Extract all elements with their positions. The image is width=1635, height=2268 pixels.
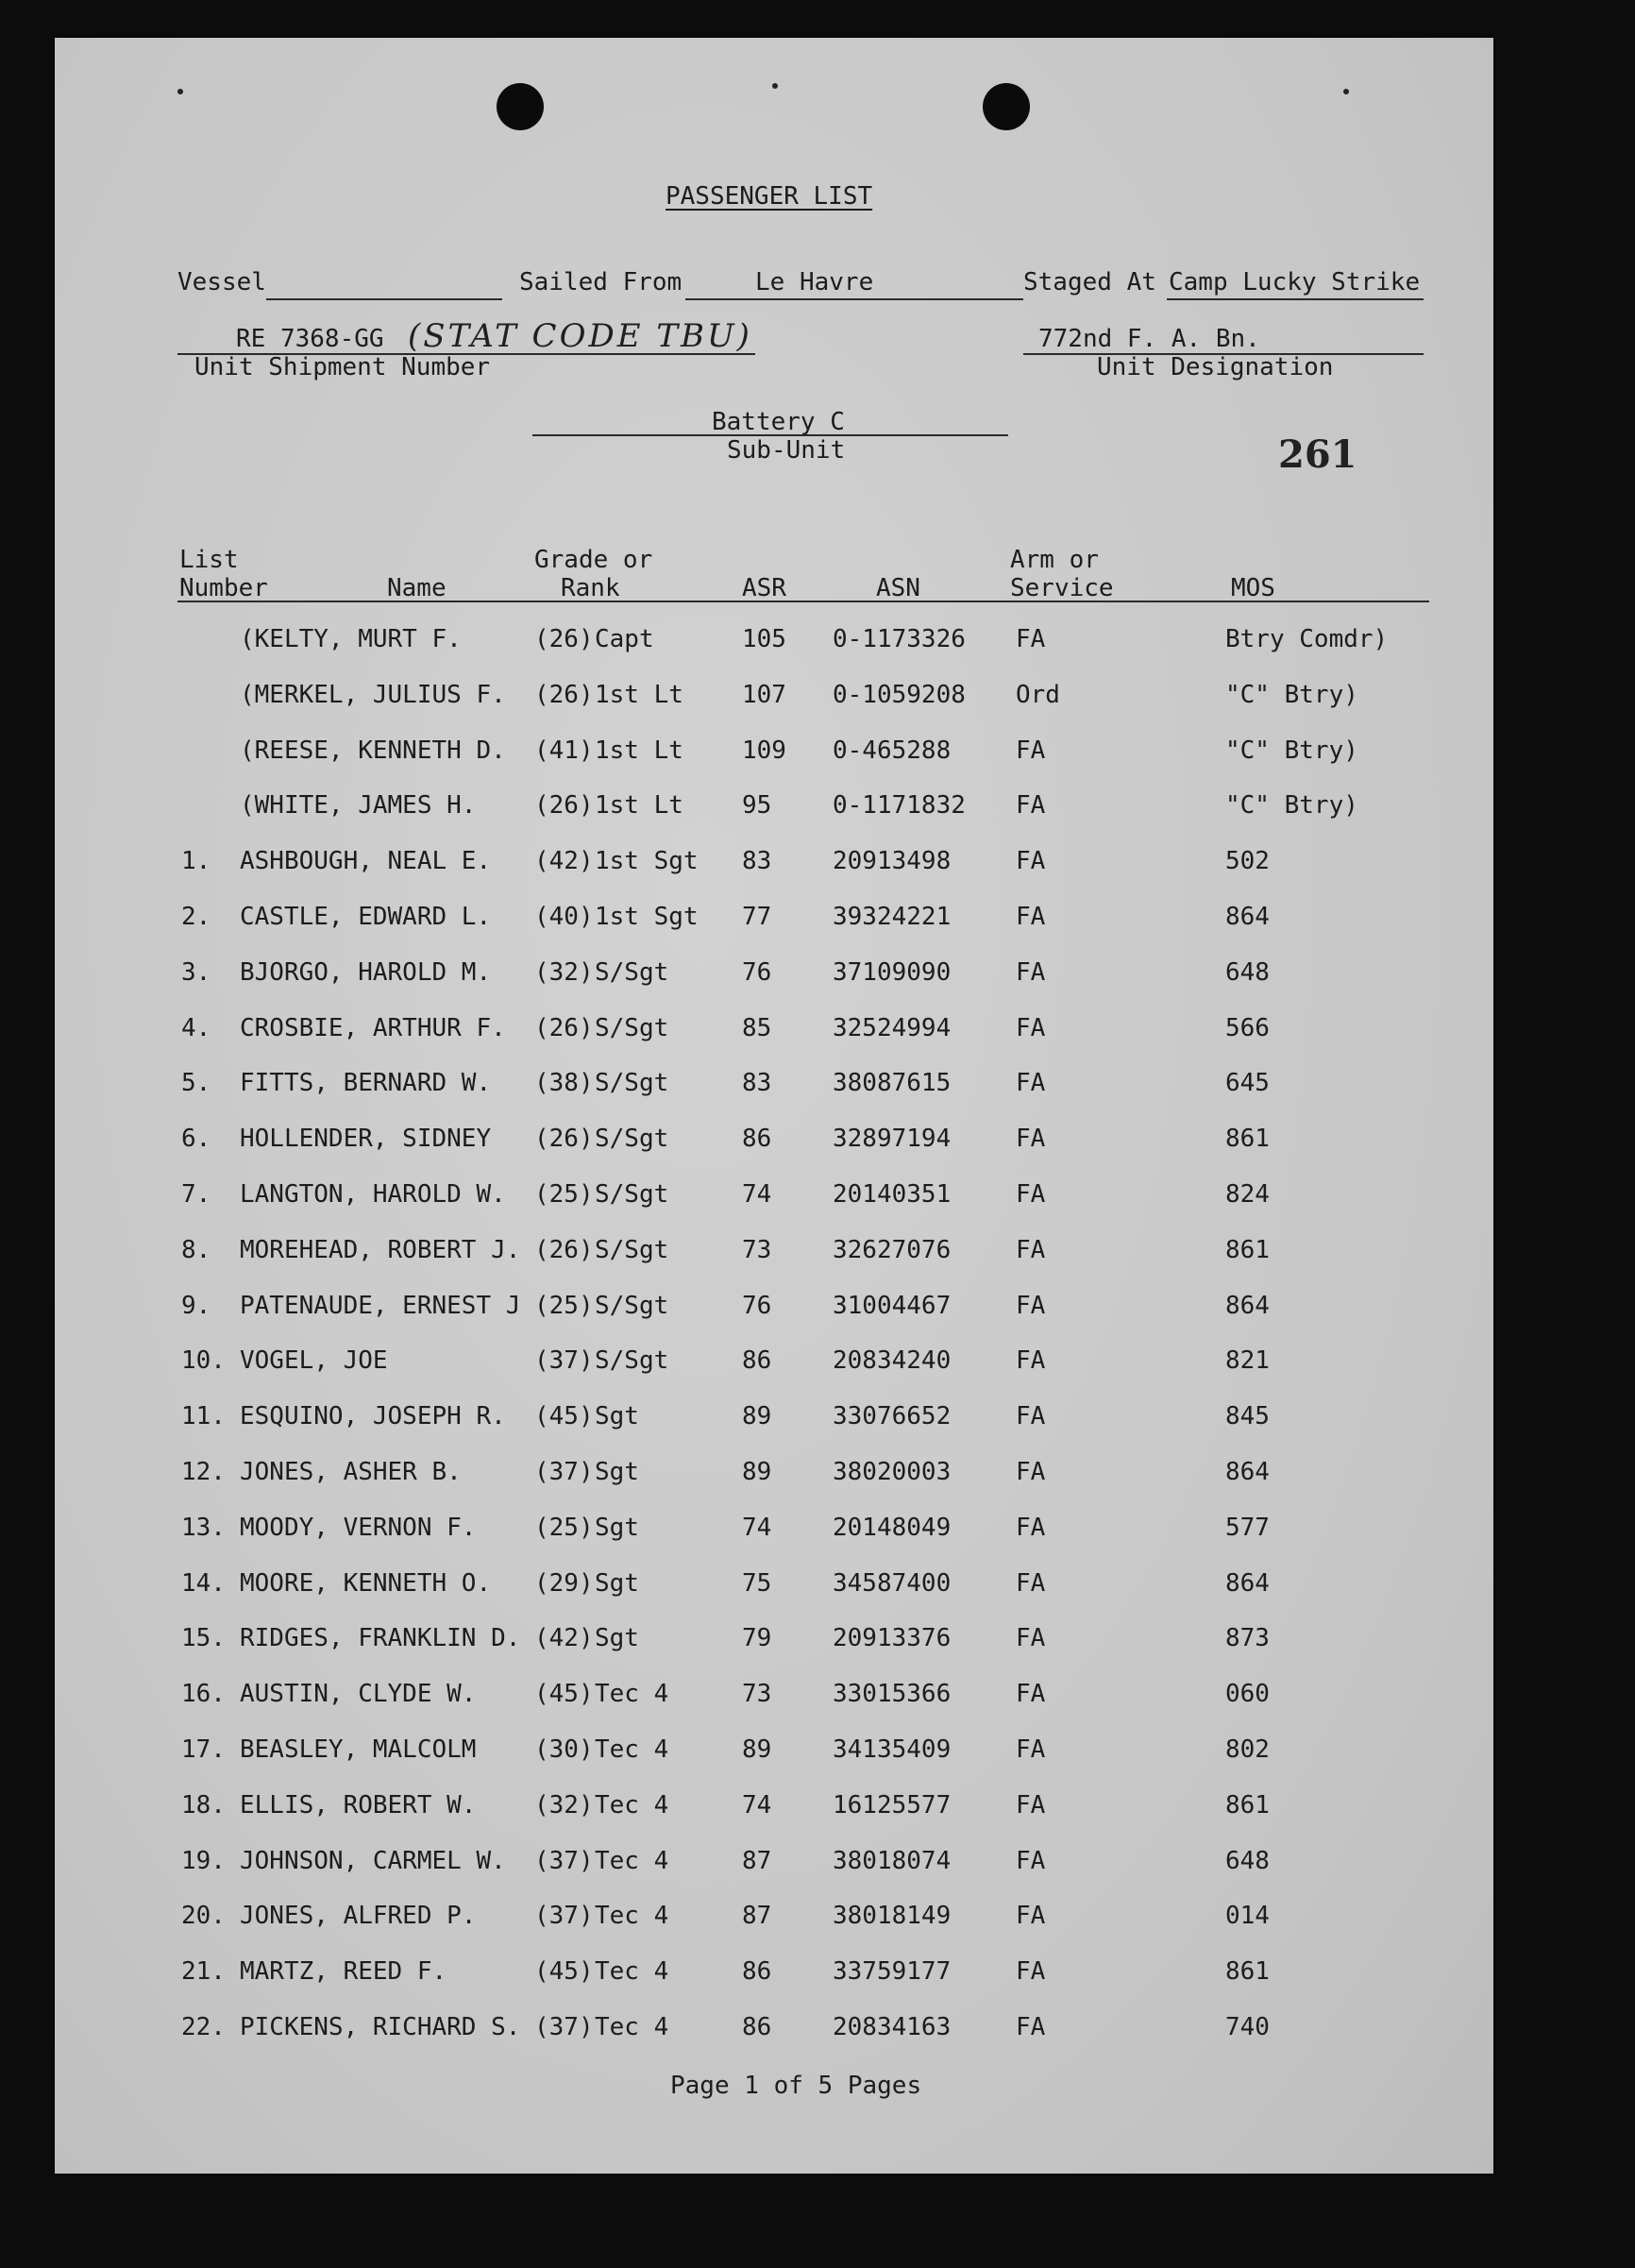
list-number: 17. xyxy=(181,1735,226,1764)
asn-number: 32897194 xyxy=(833,1125,952,1154)
asn-number: 31004467 xyxy=(833,1291,952,1320)
mos-code: 864 xyxy=(1225,1291,1270,1320)
col-list-number-line2: Number xyxy=(179,574,268,602)
asr-score: 86 xyxy=(742,1957,772,1987)
arm-service: FA xyxy=(1016,1735,1046,1764)
arm-service: FA xyxy=(1016,1125,1046,1154)
asr-score: 74 xyxy=(742,1513,772,1542)
grade-rank: S/Sgt xyxy=(595,957,669,987)
age-code: (45) xyxy=(534,1680,594,1709)
passenger-name: CASTLE, EDWARD L. xyxy=(240,903,492,931)
col-mos: MOS xyxy=(1231,574,1275,602)
grade-rank: Sgt xyxy=(595,1568,639,1598)
col-list-number-line1: List xyxy=(179,546,239,574)
passenger-name: PICKENS, RICHARD S. xyxy=(240,2013,521,2041)
age-code: (38) xyxy=(534,1069,594,1098)
asn-number: 20834240 xyxy=(833,1346,952,1376)
mos-code: 821 xyxy=(1225,1346,1270,1376)
punch-hole-left xyxy=(497,83,544,130)
list-number: 1. xyxy=(181,847,211,876)
asr-score: 109 xyxy=(742,736,786,765)
arm-service: FA xyxy=(1016,1513,1046,1542)
table-row xyxy=(55,681,1493,719)
table-row xyxy=(55,1292,1493,1329)
age-code: (37) xyxy=(534,2013,594,2041)
table-row xyxy=(55,903,1493,940)
passenger-name: ASHBOUGH, NEAL E. xyxy=(240,847,492,876)
passenger-name: RIDGES, FRANKLIN D. xyxy=(240,1624,521,1653)
grade-rank: 1st Lt xyxy=(595,736,683,765)
list-number: 2. xyxy=(181,903,211,931)
speck xyxy=(177,89,183,94)
mos-code: 824 xyxy=(1225,1180,1270,1209)
asr-score: 86 xyxy=(742,1346,772,1376)
asn-number: 34135409 xyxy=(833,1735,952,1764)
arm-service: FA xyxy=(1016,1790,1046,1819)
col-asr: ASR xyxy=(742,574,786,602)
age-code: (42) xyxy=(534,847,594,876)
asr-score: 75 xyxy=(742,1568,772,1598)
asn-number: 0-1173326 xyxy=(833,625,966,653)
age-code: (26) xyxy=(534,791,594,821)
table-row xyxy=(55,1569,1493,1607)
passenger-name: (REESE, KENNETH D. xyxy=(240,736,506,765)
table-row xyxy=(55,736,1493,774)
asr-score: 79 xyxy=(742,1624,772,1653)
mos-code: 864 xyxy=(1225,1458,1270,1486)
table-row xyxy=(55,1957,1493,1995)
arm-service: FA xyxy=(1016,1013,1046,1042)
table-row xyxy=(55,1125,1493,1162)
grade-rank: S/Sgt xyxy=(595,1125,669,1154)
col-name: Name xyxy=(387,574,447,602)
asr-score: 86 xyxy=(742,2013,772,2041)
staged-at-label: Staged At xyxy=(1023,268,1156,296)
asr-score: 89 xyxy=(742,1735,772,1764)
mos-code: 502 xyxy=(1225,847,1270,876)
document-title: PASSENGER LIST xyxy=(666,182,873,211)
table-row xyxy=(55,1680,1493,1718)
mos-code: 861 xyxy=(1225,1957,1270,1987)
passenger-name: MOODY, VERNON F. xyxy=(240,1513,477,1542)
grade-rank: Tec 4 xyxy=(595,1902,669,1931)
grade-rank: Tec 4 xyxy=(595,1680,669,1709)
mos-code: 864 xyxy=(1225,1568,1270,1598)
list-number: 4. xyxy=(181,1013,211,1042)
grade-rank: S/Sgt xyxy=(595,1235,669,1264)
mos-code: "C" Btry) xyxy=(1225,680,1358,709)
age-code: (37) xyxy=(534,1902,594,1931)
table-row xyxy=(55,1847,1493,1885)
passenger-name: PATENAUDE, ERNEST J xyxy=(240,1291,521,1320)
grade-rank: Tec 4 xyxy=(595,1735,669,1764)
table-row xyxy=(55,1735,1493,1773)
passenger-name: AUSTIN, CLYDE W. xyxy=(240,1680,477,1709)
passenger-name: JONES, ASHER B. xyxy=(240,1458,462,1486)
asn-number: 33076652 xyxy=(833,1402,952,1431)
mos-code: 645 xyxy=(1225,1069,1270,1098)
arm-service: FA xyxy=(1016,1680,1046,1709)
grade-rank: 1st Lt xyxy=(595,791,683,821)
mos-code: 861 xyxy=(1225,1125,1270,1154)
asr-score: 74 xyxy=(742,1180,772,1209)
asn-number: 0-465288 xyxy=(833,736,952,765)
mos-code: 864 xyxy=(1225,903,1270,931)
col-grade-line2: Rank xyxy=(561,574,620,602)
mos-code: 566 xyxy=(1225,1013,1270,1042)
list-number: 11. xyxy=(181,1402,226,1431)
grade-rank: S/Sgt xyxy=(595,1291,669,1320)
asr-score: 89 xyxy=(742,1402,772,1431)
passenger-name: BJORGO, HAROLD M. xyxy=(240,957,492,987)
asr-score: 87 xyxy=(742,1902,772,1931)
punch-hole-right xyxy=(983,83,1030,130)
list-number: 20. xyxy=(181,1902,226,1931)
header-rule xyxy=(177,601,1429,602)
asn-number: 20148049 xyxy=(833,1513,952,1542)
grade-rank: Tec 4 xyxy=(595,1846,669,1875)
mos-code: 873 xyxy=(1225,1624,1270,1653)
unit-designation-value: 772nd F. A. Bn. xyxy=(1038,325,1260,353)
unit-shipment-number: RE 7368-GG xyxy=(236,325,384,353)
passenger-name: (MERKEL, JULIUS F. xyxy=(240,680,506,709)
table-row xyxy=(55,625,1493,663)
passenger-name: MARTZ, REED F. xyxy=(240,1957,447,1987)
asn-number: 32524994 xyxy=(833,1013,952,1042)
age-code: (25) xyxy=(534,1180,594,1209)
arm-service: FA xyxy=(1016,957,1046,987)
col-arm-line1: Arm or xyxy=(1010,546,1099,574)
asr-score: 89 xyxy=(742,1458,772,1486)
document-page xyxy=(55,38,1493,2174)
passenger-name: ELLIS, ROBERT W. xyxy=(240,1790,477,1819)
asr-score: 86 xyxy=(742,1125,772,1154)
list-number: 13. xyxy=(181,1513,226,1542)
asr-score: 73 xyxy=(742,1235,772,1264)
table-row xyxy=(55,1624,1493,1662)
list-number: 19. xyxy=(181,1846,226,1875)
mos-code: 648 xyxy=(1225,957,1270,987)
list-number: 18. xyxy=(181,1790,226,1819)
col-grade-line1: Grade or xyxy=(534,546,653,574)
table-row xyxy=(55,1902,1493,1939)
asr-score: 74 xyxy=(742,1790,772,1819)
asn-number: 16125577 xyxy=(833,1790,952,1819)
mos-code: 861 xyxy=(1225,1790,1270,1819)
grade-rank: Sgt xyxy=(595,1402,639,1431)
grade-rank: Capt xyxy=(595,625,654,653)
arm-service: FA xyxy=(1016,791,1046,821)
grade-rank: S/Sgt xyxy=(595,1013,669,1042)
mos-code: 577 xyxy=(1225,1513,1270,1542)
mos-code: 845 xyxy=(1225,1402,1270,1431)
arm-service: FA xyxy=(1016,1902,1046,1931)
unit-shipment-label: Unit Shipment Number xyxy=(194,353,491,381)
passenger-name: JOHNSON, CARMEL W. xyxy=(240,1846,506,1875)
asn-number: 37109090 xyxy=(833,957,952,987)
age-code: (26) xyxy=(534,1125,594,1154)
passenger-name: (WHITE, JAMES H. xyxy=(240,791,477,821)
arm-service: FA xyxy=(1016,1235,1046,1264)
passenger-name: BEASLEY, MALCOLM xyxy=(240,1735,477,1764)
grade-rank: 1st Sgt xyxy=(595,847,699,876)
staged-at-value: Camp Lucky Strike xyxy=(1169,268,1421,296)
asn-number: 20913498 xyxy=(833,847,952,876)
asn-number: 33759177 xyxy=(833,1957,952,1987)
list-number: 9. xyxy=(181,1291,211,1320)
table-row xyxy=(55,2013,1493,2051)
age-code: (45) xyxy=(534,1402,594,1431)
sailed-from-rule xyxy=(685,298,1023,300)
grade-rank: Sgt xyxy=(595,1513,639,1542)
table-row xyxy=(55,1514,1493,1551)
speck xyxy=(772,83,778,89)
passenger-name: MOORE, KENNETH O. xyxy=(240,1568,492,1598)
asn-number: 39324221 xyxy=(833,903,952,931)
table-row xyxy=(55,1402,1493,1440)
asn-number: 38087615 xyxy=(833,1069,952,1098)
list-number: 3. xyxy=(181,957,211,987)
asn-number: 20834163 xyxy=(833,2013,952,2041)
mos-code: 861 xyxy=(1225,1235,1270,1264)
asr-score: 73 xyxy=(742,1680,772,1709)
table-row xyxy=(55,1458,1493,1496)
arm-service: FA xyxy=(1016,1069,1046,1098)
vessel-label: Vessel xyxy=(177,268,266,296)
arm-service: FA xyxy=(1016,1846,1046,1875)
arm-service: FA xyxy=(1016,1568,1046,1598)
mos-code: 060 xyxy=(1225,1680,1270,1709)
table-row xyxy=(55,1180,1493,1218)
arm-service: FA xyxy=(1016,1346,1046,1376)
grade-rank: Tec 4 xyxy=(595,1957,669,1987)
age-code: (41) xyxy=(534,736,594,765)
age-code: (26) xyxy=(534,1013,594,1042)
list-number: 12. xyxy=(181,1458,226,1486)
mos-code: 648 xyxy=(1225,1846,1270,1875)
table-row xyxy=(55,1791,1493,1829)
grade-rank: Sgt xyxy=(595,1624,639,1653)
age-code: (42) xyxy=(534,1624,594,1653)
asn-number: 20913376 xyxy=(833,1624,952,1653)
col-asn: ASN xyxy=(876,574,920,602)
asr-score: 85 xyxy=(742,1013,772,1042)
arm-service: FA xyxy=(1016,1957,1046,1987)
list-number: 22. xyxy=(181,2013,226,2041)
passenger-name: LANGTON, HAROLD W. xyxy=(240,1180,506,1209)
age-code: (30) xyxy=(534,1735,594,1764)
age-code: (25) xyxy=(534,1513,594,1542)
grade-rank: Sgt xyxy=(595,1458,639,1486)
asr-score: 95 xyxy=(742,791,772,821)
mos-code: "C" Btry) xyxy=(1225,736,1358,765)
table-row xyxy=(55,847,1493,885)
asn-number: 38020003 xyxy=(833,1458,952,1486)
arm-service: Ord xyxy=(1016,680,1060,709)
arm-service: FA xyxy=(1016,1291,1046,1320)
mos-code: 740 xyxy=(1225,2013,1270,2041)
age-code: (26) xyxy=(534,1235,594,1264)
age-code: (26) xyxy=(534,625,594,653)
sailed-from-value: Le Havre xyxy=(755,268,874,296)
asr-score: 105 xyxy=(742,625,786,653)
age-code: (25) xyxy=(534,1291,594,1320)
arm-service: FA xyxy=(1016,1624,1046,1653)
col-arm-line2: Service xyxy=(1010,574,1114,602)
list-number: 10. xyxy=(181,1346,226,1376)
arm-service: FA xyxy=(1016,2013,1046,2041)
asr-score: 107 xyxy=(742,680,786,709)
sub-unit-label: Sub-Unit xyxy=(727,436,846,465)
mos-code: "C" Btry) xyxy=(1225,791,1358,821)
age-code: (40) xyxy=(534,903,594,931)
asn-number: 33015366 xyxy=(833,1680,952,1709)
age-code: (26) xyxy=(534,680,594,709)
asr-score: 83 xyxy=(742,847,772,876)
grade-rank: S/Sgt xyxy=(595,1346,669,1376)
list-number: 14. xyxy=(181,1568,226,1598)
list-number: 6. xyxy=(181,1125,211,1154)
mos-code: 802 xyxy=(1225,1735,1270,1764)
arm-service: FA xyxy=(1016,847,1046,876)
grade-rank: S/Sgt xyxy=(595,1069,669,1098)
mos-code: Btry Comdr) xyxy=(1225,625,1389,653)
vessel-rule xyxy=(266,298,502,300)
page-stamp-number: 261 xyxy=(1278,432,1357,477)
handwritten-stat-code: (STAT CODE TBU) xyxy=(408,317,752,355)
grade-rank: 1st Lt xyxy=(595,680,683,709)
age-code: (37) xyxy=(534,1458,594,1486)
sub-unit-value: Battery C xyxy=(712,408,845,436)
asn-number: 32627076 xyxy=(833,1235,952,1264)
age-code: (37) xyxy=(534,1346,594,1376)
speck xyxy=(1343,89,1349,94)
list-number: 21. xyxy=(181,1957,226,1987)
arm-service: FA xyxy=(1016,625,1046,653)
passenger-name: MOREHEAD, ROBERT J. xyxy=(240,1235,521,1264)
table-row xyxy=(55,1346,1493,1384)
age-code: (45) xyxy=(534,1957,594,1987)
grade-rank: Tec 4 xyxy=(595,2013,669,2041)
grade-rank: Tec 4 xyxy=(595,1790,669,1819)
asn-number: 38018074 xyxy=(833,1846,952,1875)
asn-number: 38018149 xyxy=(833,1902,952,1931)
passenger-name: CROSBIE, ARTHUR F. xyxy=(240,1013,506,1042)
list-number: 15. xyxy=(181,1624,226,1653)
unit-designation-label: Unit Designation xyxy=(1097,353,1334,381)
asn-number: 34587400 xyxy=(833,1568,952,1598)
mos-code: 014 xyxy=(1225,1902,1270,1931)
list-number: 7. xyxy=(181,1180,211,1209)
asn-number: 0-1171832 xyxy=(833,791,966,821)
asr-score: 77 xyxy=(742,903,772,931)
age-code: (37) xyxy=(534,1846,594,1875)
asr-score: 83 xyxy=(742,1069,772,1098)
staged-at-rule xyxy=(1167,298,1424,300)
passenger-name: ESQUINO, JOSEPH R. xyxy=(240,1402,506,1431)
list-number: 16. xyxy=(181,1680,226,1709)
grade-rank: 1st Sgt xyxy=(595,903,699,931)
table-row xyxy=(55,1069,1493,1107)
age-code: (29) xyxy=(534,1568,594,1598)
passenger-name: VOGEL, JOE xyxy=(240,1346,388,1376)
grade-rank: S/Sgt xyxy=(595,1180,669,1209)
arm-service: FA xyxy=(1016,1458,1046,1486)
table-row xyxy=(55,1236,1493,1274)
asn-number: 20140351 xyxy=(833,1180,952,1209)
arm-service: FA xyxy=(1016,1402,1046,1431)
page-footer: Page 1 of 5 Pages xyxy=(670,2072,922,2100)
age-code: (32) xyxy=(534,957,594,987)
passenger-name: FITTS, BERNARD W. xyxy=(240,1069,492,1098)
asr-score: 87 xyxy=(742,1846,772,1875)
age-code: (32) xyxy=(534,1790,594,1819)
passenger-name: (KELTY, MURT F. xyxy=(240,625,462,653)
asr-score: 76 xyxy=(742,957,772,987)
list-number: 5. xyxy=(181,1069,211,1098)
arm-service: FA xyxy=(1016,1180,1046,1209)
sailed-from-label: Sailed From xyxy=(519,268,683,296)
list-number: 8. xyxy=(181,1235,211,1264)
table-row xyxy=(55,1014,1493,1052)
passenger-name: JONES, ALFRED P. xyxy=(240,1902,477,1931)
passenger-name: HOLLENDER, SIDNEY xyxy=(240,1125,492,1154)
table-row xyxy=(55,791,1493,829)
table-row xyxy=(55,958,1493,996)
arm-service: FA xyxy=(1016,903,1046,931)
arm-service: FA xyxy=(1016,736,1046,765)
asr-score: 76 xyxy=(742,1291,772,1320)
asn-number: 0-1059208 xyxy=(833,680,966,709)
